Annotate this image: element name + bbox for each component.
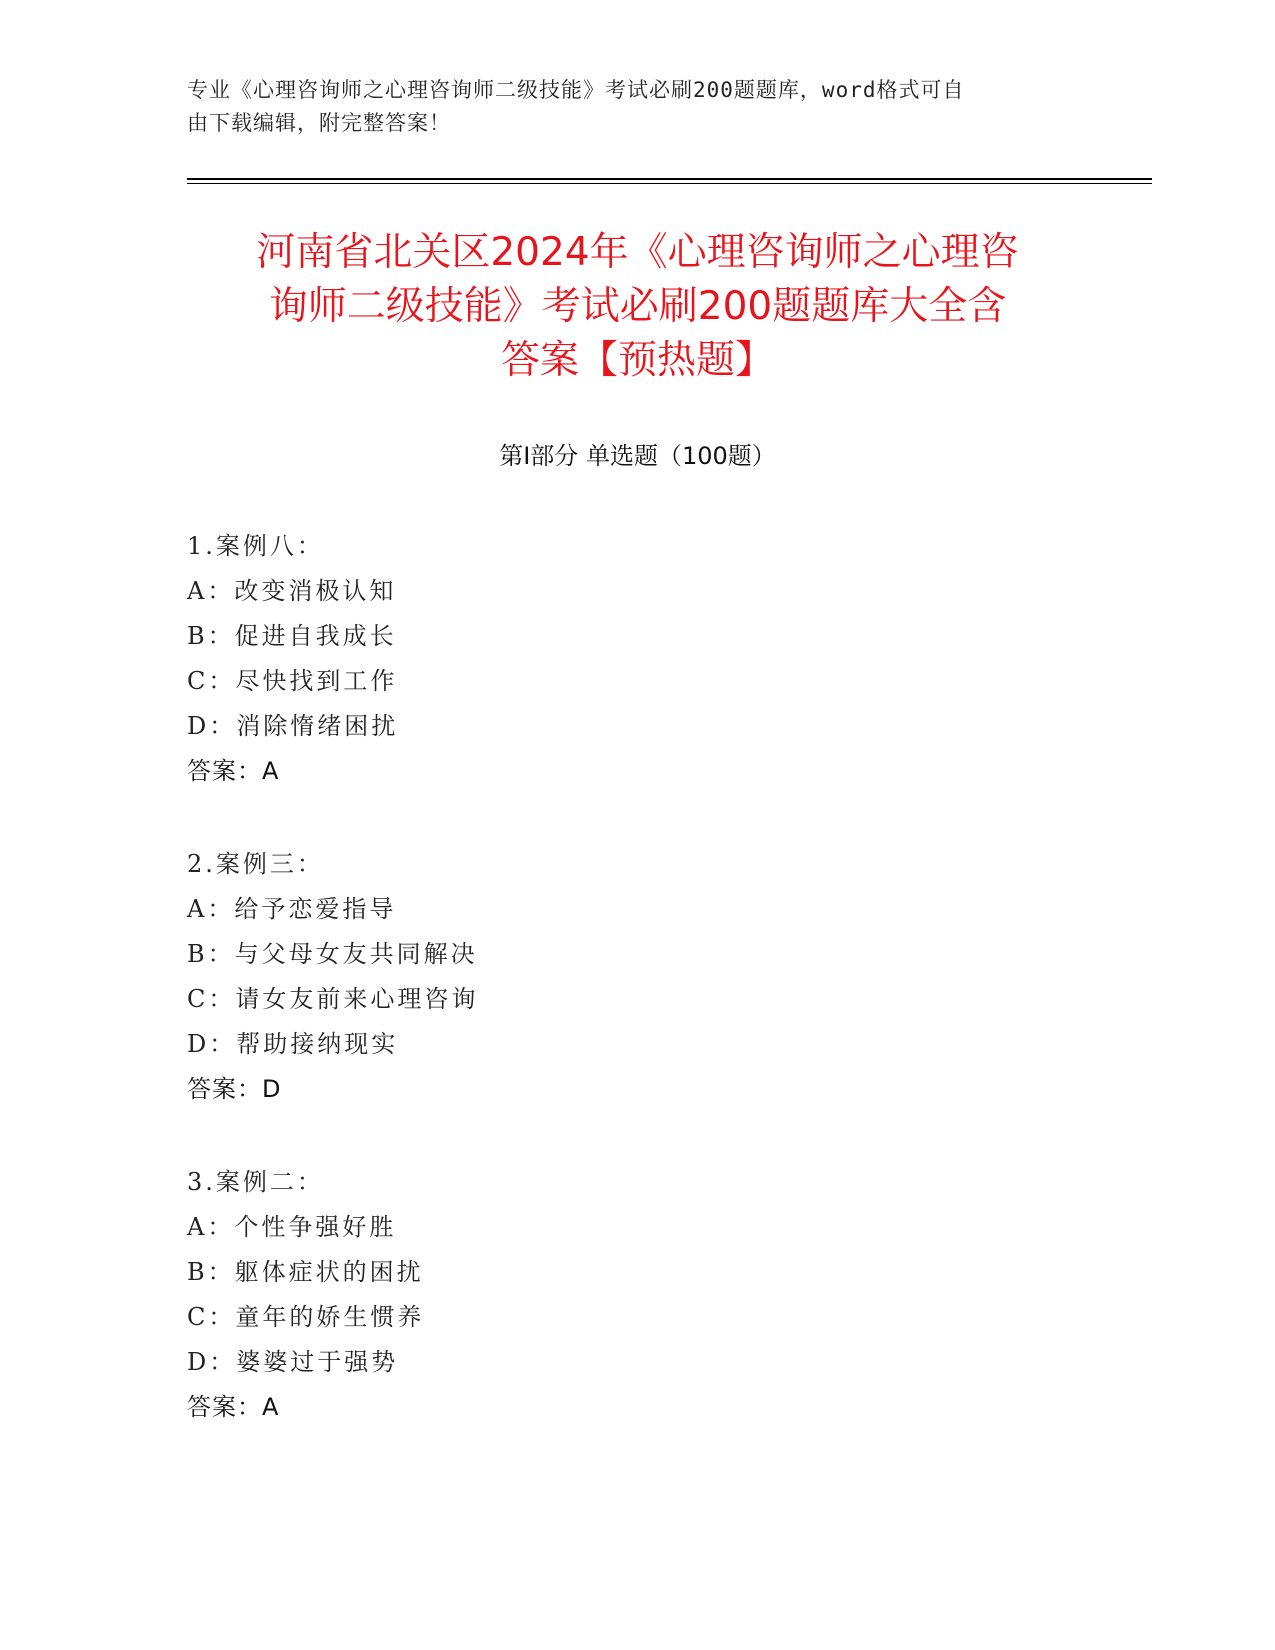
question-2: [187, 842, 987, 1112]
option-a: A：改变消极认知: [187, 577, 397, 605]
header-note: [187, 74, 1067, 140]
question-1: [187, 524, 987, 794]
option-d: D：婆婆过于强势: [187, 1348, 399, 1376]
header-divider-thick: [187, 178, 1152, 180]
header-note-line-2: 由下载编辑，附完整答案！: [187, 111, 451, 135]
option-c: C：尽快找到工作: [187, 667, 398, 695]
option-b: B：躯体症状的困扰: [187, 1258, 424, 1286]
option-a: A：个性争强好胜: [187, 1213, 397, 1241]
option-a: A：给予恋爱指导: [187, 895, 397, 923]
option-d: D：帮助接纳现实: [187, 1030, 399, 1058]
question-3: [187, 1160, 987, 1430]
option-b: B：促进自我成长: [187, 622, 397, 650]
document-title: [150, 226, 1125, 388]
answer: 答案：A: [187, 757, 280, 785]
document-title-line-2: 询师二级技能》考试必刷200题题库大全含: [268, 284, 1007, 329]
option-c: C：请女友前来心理咨询: [187, 985, 479, 1013]
answer: 答案：A: [187, 1393, 280, 1421]
answer: 答案：D: [187, 1075, 282, 1103]
option-c: C：童年的娇生惯养: [187, 1303, 425, 1331]
document-title-line-1: 河南省北关区2024年《心理咨询师之心理咨: [256, 230, 1019, 275]
document-title-line-3: 答案【预热题】: [500, 338, 774, 383]
question-stem: 1.案例八：: [187, 532, 324, 560]
question-stem: 2.案例三：: [187, 850, 324, 878]
header-note-line-1: 专业《心理咨询师之心理咨询师二级技能》考试必刷200题题库，word格式可自: [187, 78, 965, 102]
header-divider-thin: [187, 183, 1152, 184]
option-d: D：消除惰绪困扰: [187, 712, 399, 740]
question-stem: 3.案例二：: [187, 1168, 324, 1196]
option-b: B：与父母女友共同解决: [187, 940, 478, 968]
section-title: 第Ⅰ部分 单选题（100题）: [499, 442, 776, 470]
